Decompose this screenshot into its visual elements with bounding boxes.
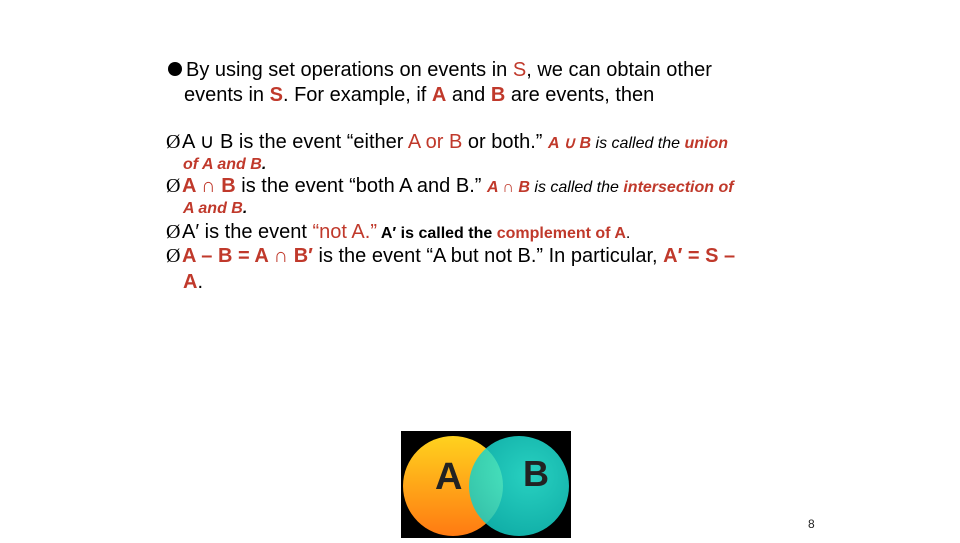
complement-bullet: ØA′ is the event “not A.” A′ is called the complement of A. bbox=[166, 221, 631, 243]
arrow-bullet-icon: Ø bbox=[166, 245, 181, 267]
union-bullet: ØA ∪ B is the event “either A or B or both.” A ∪ B is called the union bbox=[166, 131, 729, 153]
intersection-continuation: A and B. bbox=[183, 200, 248, 217]
page-number: 8 bbox=[808, 517, 815, 531]
difference-bullet: ØA – B = A ∩ B′ is the event “A but not B.” In particular, A′ = S – bbox=[166, 245, 736, 267]
bullet-dot-icon bbox=[168, 62, 182, 76]
set-b-label: B bbox=[523, 453, 549, 494]
arrow-bullet-icon: Ø bbox=[166, 221, 181, 243]
venn-diagram bbox=[401, 431, 571, 538]
difference-continuation: A. bbox=[183, 271, 204, 293]
union-continuation: of A and B. bbox=[183, 156, 267, 173]
arrow-bullet-icon: Ø bbox=[166, 131, 181, 153]
set-a-label: A bbox=[435, 456, 463, 498]
venn-diagram-svg bbox=[401, 431, 571, 538]
arrow-bullet-icon: Ø bbox=[166, 175, 181, 197]
intro-line-2: events in S. For example, if A and B are events, then bbox=[184, 84, 655, 106]
intersection-bullet: ØA ∩ B is the event “both A and B.” A ∩ B is called the intersection of bbox=[166, 175, 734, 197]
set-b-circle bbox=[469, 436, 569, 536]
intro-line-1: By using set operations on events in S, we can obtain other bbox=[168, 58, 712, 82]
